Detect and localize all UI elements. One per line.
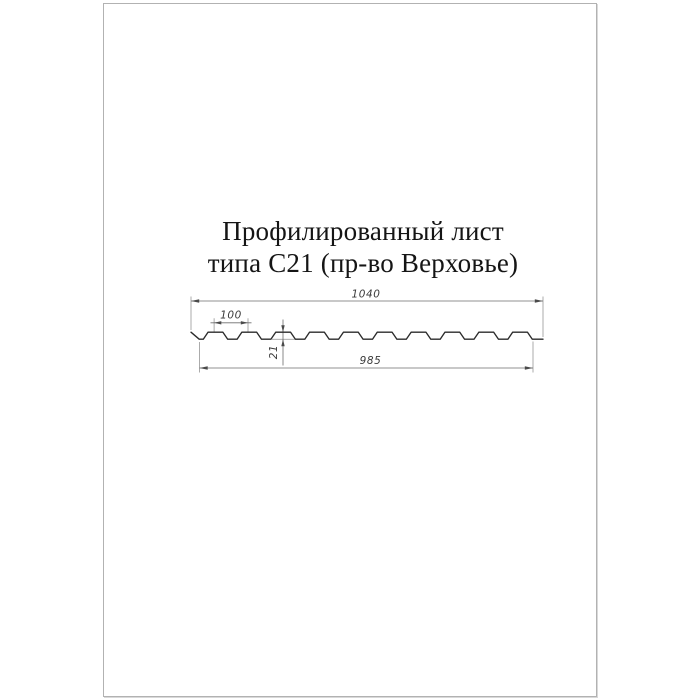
arrow-height-top [281,325,284,332]
title-line-1: Профилированный лист [222,216,504,246]
arrow-overall-left [191,299,199,303]
drawing-title [163,215,563,279]
arrow-pitch-right [241,321,248,324]
dimension-label-rib-pitch: 100 [220,309,242,322]
arrow-height-bottom [281,339,284,346]
arrow-useful-right [525,366,533,370]
arrow-useful-left [200,366,208,370]
dimension-label-profile-height: 21 [268,344,280,360]
sheet-profile-outline [191,332,543,339]
dimension-label-overall-width: 1040 [351,288,381,301]
dimension-label-useful-width: 985 [359,355,382,367]
title-line-2: типа С21 (пр-во Верховье) [207,248,519,278]
profile-drawing [160,282,580,385]
arrow-overall-right [535,299,543,303]
arrow-pitch-left [214,321,221,324]
